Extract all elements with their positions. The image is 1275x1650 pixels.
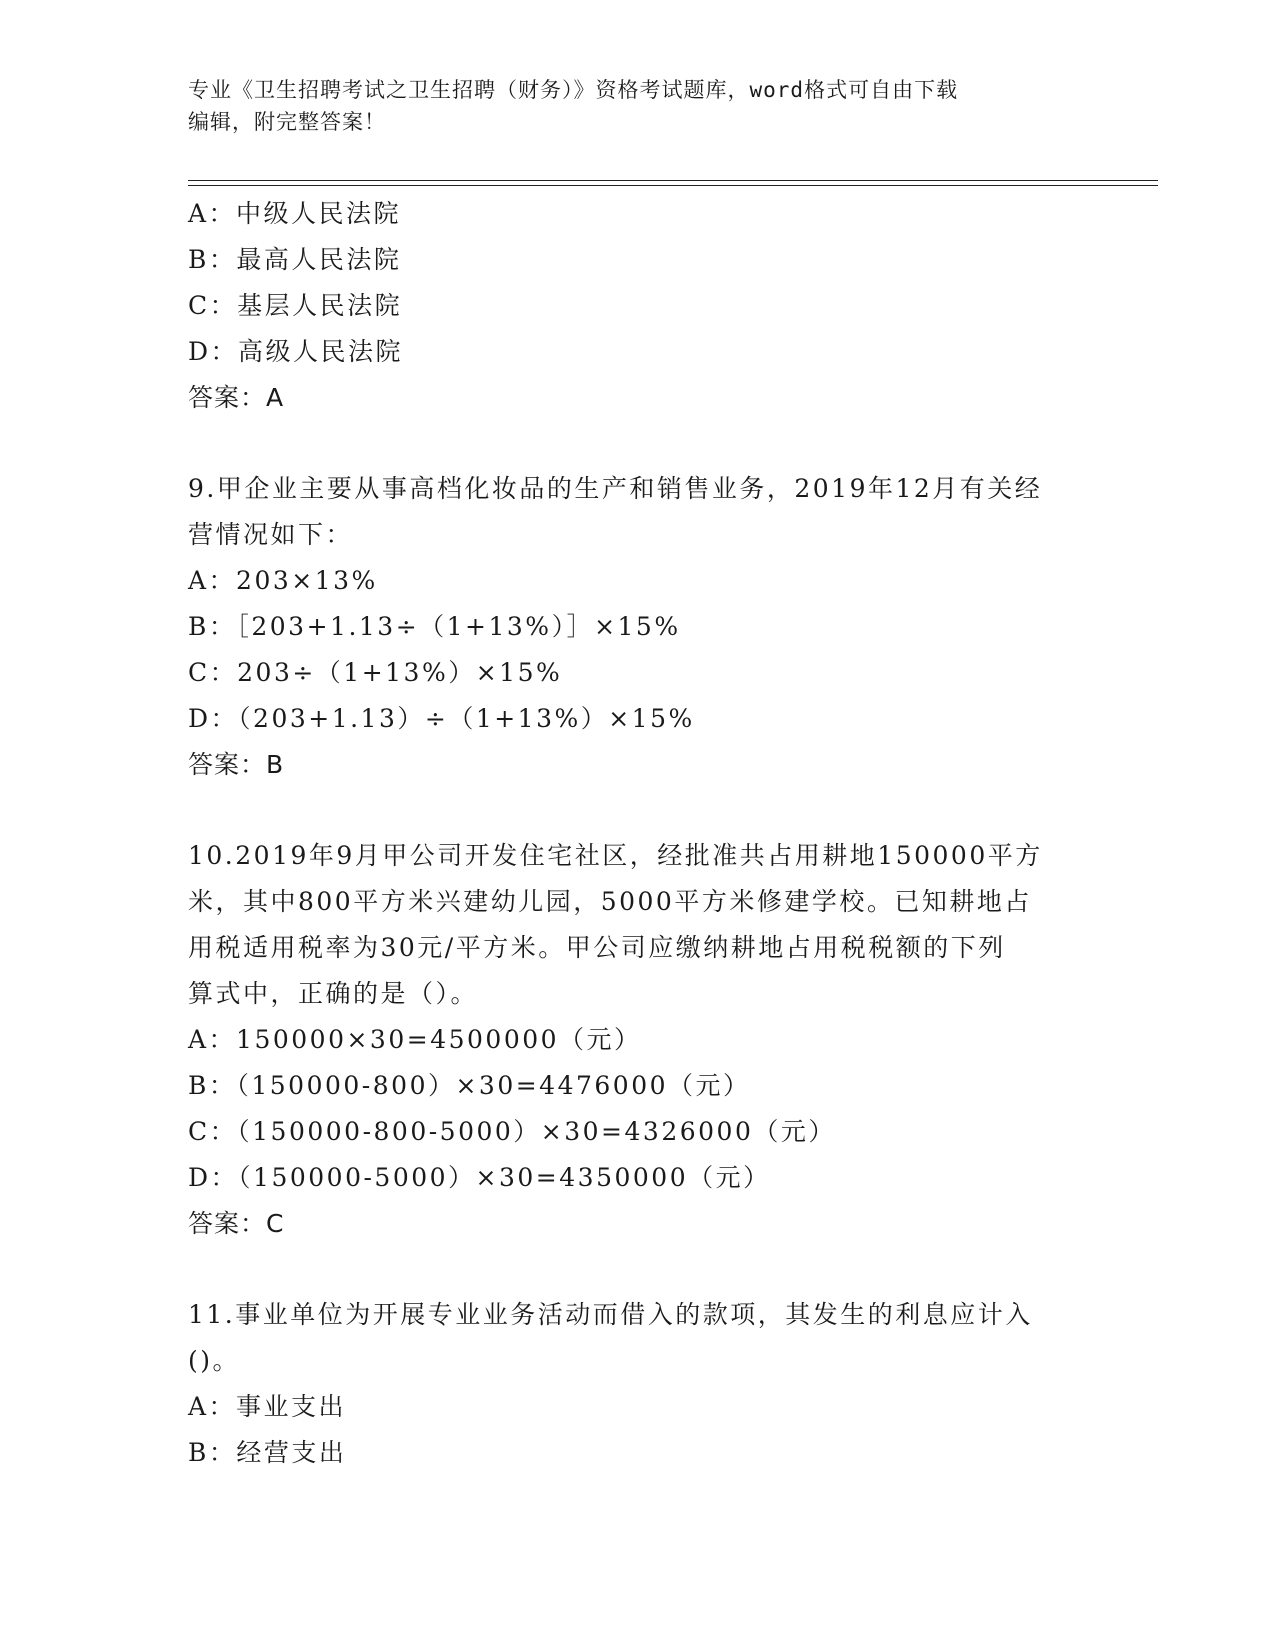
document-header <box>188 74 1068 138</box>
question-stem-line: 10.2019年9月甲公司开发住宅社区，经批准共占用耕地150000平方 <box>188 841 1043 870</box>
question-9 <box>188 466 1088 788</box>
question-stem-line: 用税适用税率为30元/平方米。甲公司应缴纳耕地占用税税额的下列 <box>188 933 1006 962</box>
header-divider-top <box>188 180 1158 181</box>
option-c: C：203÷（1+13%）×15% <box>188 658 563 687</box>
option-c: C：（150000-800-5000）×30=4326000（元） <box>188 1117 836 1146</box>
question-stem-line: 米，其中800平方米兴建幼儿园，5000平方米修建学校。已知耕地占 <box>188 887 1032 916</box>
option-b: B：（150000-800）×30=4476000（元） <box>188 1071 751 1100</box>
question-list <box>188 191 1088 1476</box>
answer: 答案：C <box>188 1209 285 1238</box>
header-divider-bottom <box>188 185 1158 186</box>
spacer <box>188 1247 1088 1292</box>
header-line-1: 专业《卫生招聘考试之卫生招聘（财务）》资格考试题库，word格式可自由下载 <box>188 78 959 102</box>
option-d: D：高级人民法院 <box>188 337 404 366</box>
question-11 <box>188 1292 1088 1476</box>
question-stem-line: 营情况如下： <box>188 520 354 549</box>
option-a: A：150000×30=4500000（元） <box>188 1025 642 1054</box>
answer: 答案：A <box>188 383 285 412</box>
option-a: A：203×13% <box>188 566 378 595</box>
question-10 <box>188 833 1088 1247</box>
option-a: A：事业支出 <box>188 1392 347 1421</box>
question-stem-line: 算式中，正确的是（）。 <box>188 979 479 1008</box>
spacer <box>188 788 1088 833</box>
question-8 <box>188 191 1088 421</box>
option-d: D：（150000-5000）×30=4350000（元） <box>188 1163 771 1192</box>
option-d: D：（203+1.13）÷（1+13%）×15% <box>188 704 695 733</box>
answer: 答案：B <box>188 750 285 779</box>
question-stem-line: 9.甲企业主要从事高档化妆品的生产和销售业务，2019年12月有关经 <box>188 474 1043 503</box>
option-b: B：经营支出 <box>188 1438 347 1467</box>
option-b: B：［203+1.13÷（1+13%）］×15% <box>188 612 681 641</box>
header-line-2: 编辑，附完整答案！ <box>188 110 386 134</box>
option-c: C：基层人民法院 <box>188 291 403 320</box>
option-b: B：最高人民法院 <box>188 245 402 274</box>
question-stem-line: ()。 <box>188 1346 241 1375</box>
option-a: A：中级人民法院 <box>188 199 402 228</box>
question-stem-line: 11.事业单位为开展专业业务活动而借入的款项，其发生的利息应计入 <box>188 1300 1033 1329</box>
spacer <box>188 421 1088 466</box>
